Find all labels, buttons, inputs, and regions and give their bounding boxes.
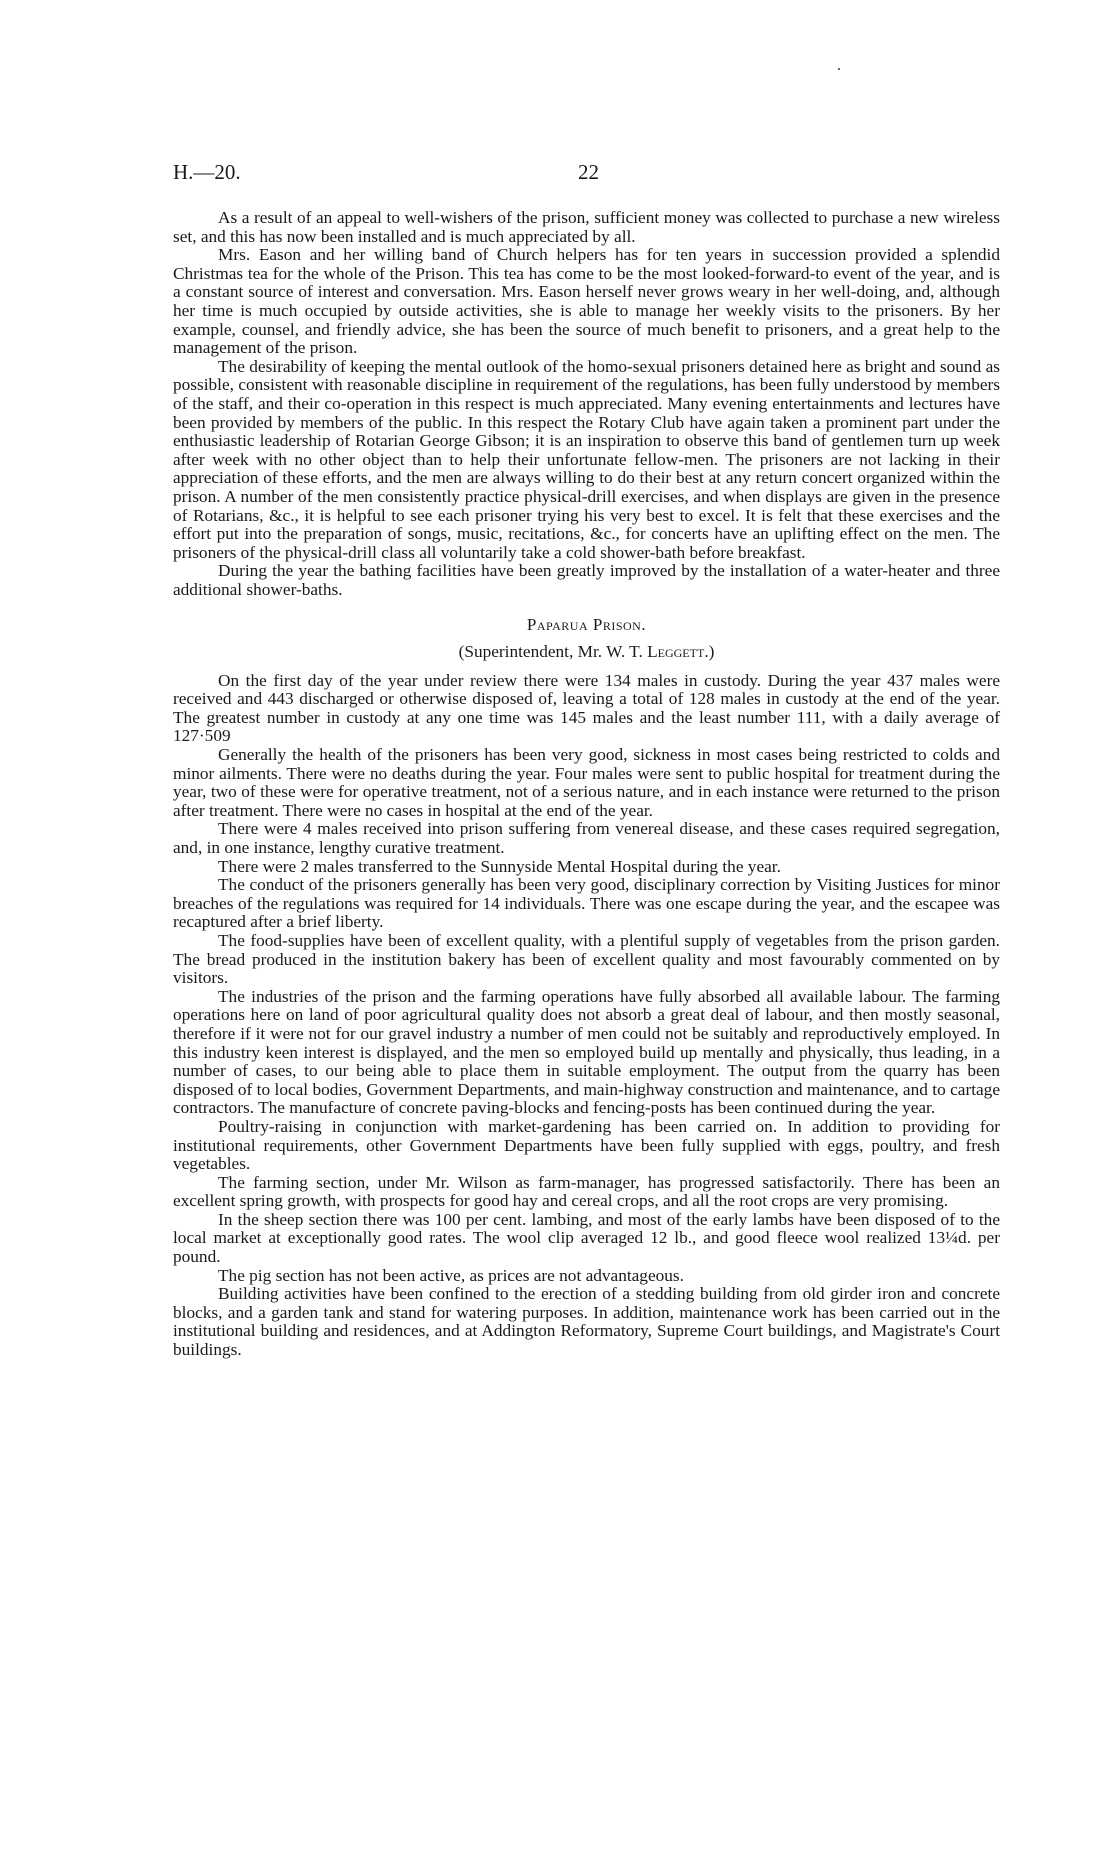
paragraph-poultry: Poultry-raising in conjunction with market-gardening has been carried on. In addition to providing for institutional requirements, other Government Departments have been fully supplied with eggs, poultry, and fresh vegetables.	[173, 1116, 1000, 1174]
paragraph-mrs-eason: Mrs. Eason and her willing band of Church helpers has for ten years in succession provided a splendid Christmas tea for the whole of the Prison. This tea has come to be the most looked-forward-to event of the year, and is a constant source of interest and conversation. Mrs. Eason herself never grows weary in her well-doing, and, although her time is much occupied by outside activities, she is able to manage her weekly visits to the prisoners. By her example, counsel, and friendly advice, she has been the source of much benefit to prisoners, and a great help to the management of the prison.	[173, 245, 1000, 358]
paragraph-mental-outlook: The desirability of keeping the mental outlook of the homo-sexual prisoners detained here as bright and sound as possible, consistent with reasonable discipline in requirement of the regulations, has been fully understood by members of the staff, and their co-operation in this respect is much appreciated. Many evening entertainments and lectures have been provided by members of the public. In this respect the Rotary Club have again taken a prominent part under the enthusiastic leadership of Rotarian George Gibson; it is an inspiration to observe this band of gentlemen turn up week after week with no other object than to help their unfortunate fellow-men. The prisoners are not lacking in their appreciation of these efforts, and the men are always willing to do their best at any return concert organized within the prison. A number of the men consistently practice physical-drill exercises, and when displays are given in the presence of Rotarians, &c., it is helpful to see each prisoner trying his very best to excel. It is felt that these exercises and the effort put into the preparation of songs, music, recitations, &c., for concerts have an uplifting effect on the men. The prisoners of the physical-drill class all voluntarily take a cold shower-bath before breakfast.	[173, 356, 1000, 562]
superintendent-prefix: (Superintendent, Mr. W. T.	[458, 642, 648, 662]
paragraph-wireless-set: As a result of an appeal to well-wishers of the prison, sufficient money was collected to purchase a new wireless set, and this has now been installed and is much appreciated by all.	[173, 208, 1000, 246]
superintendent-name: Leggett	[647, 642, 705, 662]
paragraph-venereal-disease: There were 4 males received into prison suffering from venereal disease, and these cases required segregation, and, in one instance, lengthy curative treatment.	[173, 819, 1000, 857]
section-heading-paparua-prison: Paparua Prison.	[526, 615, 647, 635]
page-body	[173, 209, 1000, 1360]
paragraph-pig-section: The pig section has not been active, as prices are not advantageous.	[218, 1265, 684, 1285]
paragraph-custody-numbers: On the first day of the year under review there were 134 males in custody. During the year 437 males were received and 443 discharged or otherwise disposed of, leaving a total of 128 males in custody at the end of the year. The greatest number in custody at any one time was 145 males and the least number 111, with a daily average of 127·509	[173, 670, 1000, 746]
page-number: 22	[578, 160, 599, 184]
paragraph-mental-hospital: There were 2 males transferred to the Sunnyside Mental Hospital during the year.	[218, 856, 781, 876]
paragraph-food-supplies: The food-supplies have been of excellent quality, with a plentiful supply of vegetables from the prison garden. The bread produced in the institution bakery has been of excellent quality and most favourably commented on by visitors.	[173, 930, 1000, 988]
section-subheading-superintendent	[173, 643, 1000, 662]
paragraph-farming-section: The farming section, under Mr. Wilson as farm-manager, has progressed satisfactorily. There has been an excellent spring growth, with prospects for good hay and cereal crops, and all the root crops are very promising.	[173, 1172, 1000, 1211]
paragraph-health: Generally the health of the prisoners has been very good, sickness in most cases being restricted to colds and minor ailments. There were no deaths during the year. Four males were sent to public hospital for treatment during the year, two of these were for operative treatment, not of a serious nature, and in each instance were returned to the prison after treatment. There were no cases in hospital at the end of the year.	[173, 745, 1000, 820]
page-header	[173, 160, 1003, 190]
paragraph-conduct: The conduct of the prisoners generally has been very good, disciplinary correction by Visiting Justices for minor breaches of the regulations was required for 14 individuals. There was one escape during the year, and the escapee was recaptured after a brief liberty.	[173, 875, 1000, 932]
paragraph-bathing-facilities: During the year the bathing facilities have been greatly improved by the installation of a water-heater and three additional shower-baths.	[173, 561, 1000, 599]
paragraph-building-activities: Building activities have been confined to the erection of a stedding building from old girder iron and concrete blocks, and a garden tank and stand for watering purposes. In addition, maintenance work has been carried out in the institutional building and residences, and at Addington Reformatory, Supreme Court buildings, and Magistrate's Court buildings.	[173, 1284, 1000, 1360]
document-reference: H.—20.	[173, 160, 241, 184]
scan-speck	[838, 68, 840, 70]
superintendent-suffix: .)	[704, 642, 715, 662]
paragraph-sheep-section: In the sheep section there was 100 per cent. lambing, and most of the early lambs have been disposed of to the local market at exceptionally good rates. The wool clip averaged 12 lb., and good fleece wool realized 13¼d. per pound.	[173, 1209, 1000, 1267]
paragraph-industries: The industries of the prison and the farming operations have fully absorbed all available labour. The farming operations here on land of poor agricultural quality does not absorb a great deal of labour, and then mostly seasonal, therefore if it were not for our gravel industry a number of men could not be suitably and reproductively employed. In this industry keen interest is displayed, and the men so employed build up mentally and physically, thus leading, in a number of cases, to our being able to place them in suitable employment. The output from the quarry has been disposed of to local bodies, Government Departments, and main-highway construction and maintenance, and to cartage contractors. The manufacture of concrete paving-blocks and fencing-posts has been continued during the year.	[173, 986, 1000, 1118]
